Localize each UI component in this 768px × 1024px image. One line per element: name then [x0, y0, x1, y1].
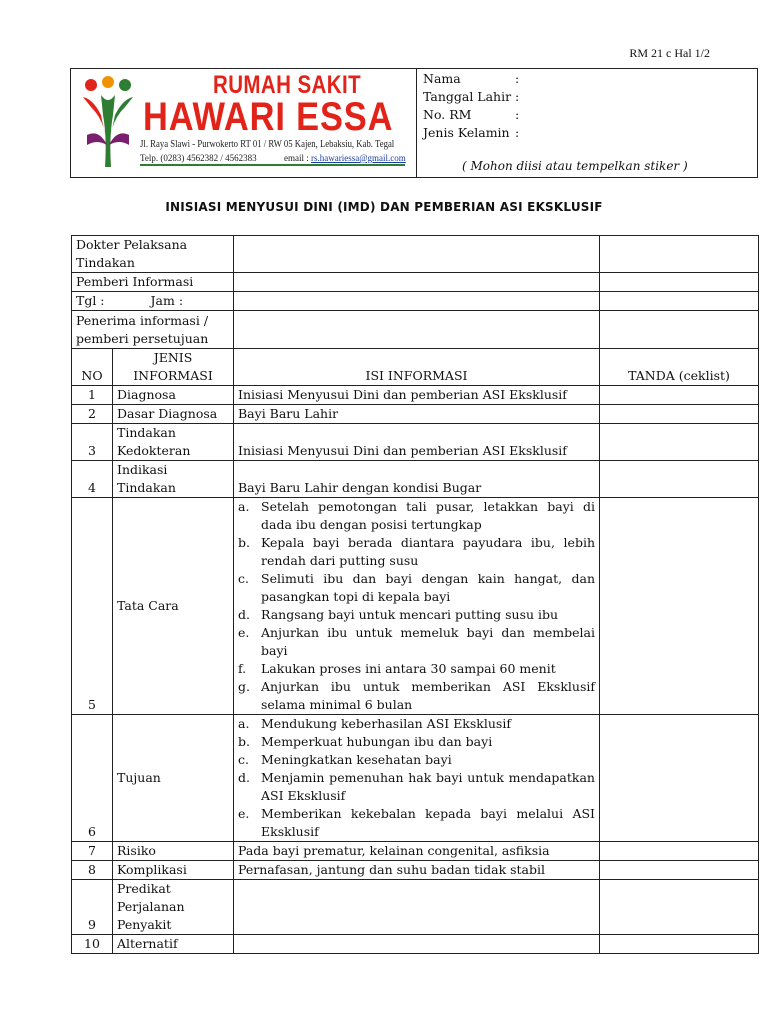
row-type: Komplikasi: [113, 861, 234, 880]
row-content[interactable]: [234, 935, 600, 954]
row-type: Tata Cara: [113, 498, 234, 715]
row-content: [234, 498, 600, 715]
date-time-label: [72, 292, 234, 311]
header-no: NO: [72, 349, 113, 386]
procedure-list: [238, 498, 595, 714]
row-type: Dasar Diagnosa: [113, 405, 234, 424]
header-type: JENIS INFORMASI: [113, 349, 234, 386]
hospital-logo-icon: [79, 75, 137, 170]
table-row: [72, 715, 759, 842]
hospital-logo-block: [71, 69, 417, 177]
row-number: 9: [72, 880, 113, 935]
field-label: No. RM: [423, 107, 472, 122]
logo-underline: [140, 164, 405, 166]
list-item: c. Meningkatkan kesehatan bayi: [238, 752, 452, 767]
row-content: [234, 715, 600, 842]
patient-field-no-rm[interactable]: [423, 107, 519, 122]
list-item: g. Anjurkan ibu untuk memberikan ASI Eksklusif selama minimal 6 bulan: [238, 679, 595, 712]
date-time-mark[interactable]: [600, 292, 759, 311]
recipient-input[interactable]: [234, 311, 600, 349]
row-checkbox[interactable]: [600, 842, 759, 861]
doctor-row: [72, 236, 759, 273]
table-row: [72, 498, 759, 715]
row-checkbox[interactable]: [600, 498, 759, 715]
row-number: 7: [72, 842, 113, 861]
row-content: Pernafasan, jantung dan suhu badan tidak stabil: [234, 861, 600, 880]
row-number: 4: [72, 461, 113, 498]
table-row: [72, 461, 759, 498]
date-time-input[interactable]: [234, 292, 600, 311]
field-sep: :: [515, 71, 520, 86]
patient-identity-block: [417, 69, 757, 177]
row-number: 6: [72, 715, 113, 842]
row-checkbox[interactable]: [600, 880, 759, 935]
row-checkbox[interactable]: [600, 461, 759, 498]
patient-field-tanggal-lahir[interactable]: [423, 89, 519, 104]
row-type: Tindakan Kedokteran: [113, 424, 234, 461]
row-content: Bayi Baru Lahir dengan kondisi Bugar: [234, 461, 600, 498]
informer-row: [72, 273, 759, 292]
table-row: [72, 405, 759, 424]
row-checkbox[interactable]: [600, 935, 759, 954]
list-item: e. Anjurkan ibu untuk memeluk bayi dan membelai bayi: [238, 625, 595, 658]
doctor-label: Dokter Pelaksana Tindakan: [72, 236, 234, 273]
list-item: a. Mendukung keberhasilan ASI Eksklusif: [238, 716, 511, 731]
field-label: Tanggal Lahir: [423, 89, 512, 104]
informer-label: Pemberi Informasi: [72, 273, 234, 292]
table-header-row: [72, 349, 759, 386]
informer-mark[interactable]: [600, 273, 759, 292]
field-label: Jenis Kelamin: [423, 125, 510, 140]
row-content: Inisiasi Menyusui Dini dan pemberian ASI Eksklusif: [234, 386, 600, 405]
row-number: 1: [72, 386, 113, 405]
table-row: [72, 861, 759, 880]
date-label: Tgl :: [76, 293, 105, 308]
row-number: 5: [72, 498, 113, 715]
field-sep: :: [515, 107, 520, 122]
email-link[interactable]: rs.hawariessa@gmail.com: [311, 153, 406, 163]
hospital-email: [284, 153, 406, 163]
row-number: 3: [72, 424, 113, 461]
row-content[interactable]: [234, 880, 600, 935]
hospital-address: Jl. Raya Slawi - Purwokerto RT 01 / RW 05 Kajen, Lebaksiu, Kab. Tegal: [140, 139, 395, 150]
row-type: Predikat Perjalanan Penyakit: [113, 880, 234, 935]
form-code: RM 21 c Hal 1/2: [629, 46, 710, 60]
row-checkbox[interactable]: [600, 715, 759, 842]
field-sep: :: [515, 125, 520, 140]
table-row: [72, 386, 759, 405]
patient-field-jenis-kelamin[interactable]: [423, 125, 519, 140]
list-item: d. Menjamin pemenuhan hak bayi untuk mendapatkan ASI Eksklusif: [238, 770, 595, 803]
patient-field-nama[interactable]: [423, 71, 519, 86]
row-type: Alternatif: [113, 935, 234, 954]
table-row: [72, 880, 759, 935]
list-item: b. Memperkuat hubungan ibu dan bayi: [238, 734, 493, 749]
document-header: [70, 68, 758, 178]
row-content: Bayi Baru Lahir: [234, 405, 600, 424]
email-label: email :: [284, 153, 309, 163]
hospital-name-line1: RUMAH SAKIT: [213, 71, 362, 99]
informer-input[interactable]: [234, 273, 600, 292]
header-content: ISI INFORMASI: [234, 349, 600, 386]
list-item: b. Kepala bayi berada diantara payudara ibu, lebih rendah dari putting susu: [238, 535, 595, 568]
recipient-mark[interactable]: [600, 311, 759, 349]
hospital-phone: Telp. (0283) 4562382 / 4562383: [140, 153, 257, 163]
row-checkbox[interactable]: [600, 424, 759, 461]
purpose-list: [238, 715, 595, 841]
document-title: INISIASI MENYUSUI DINI (IMD) DAN PEMBERIAN ASI EKSKLUSIF: [165, 200, 603, 214]
row-type: Tujuan: [113, 715, 234, 842]
row-type: Diagnosa: [113, 386, 234, 405]
time-label: Jam :: [150, 293, 184, 308]
row-content: Inisiasi Menyusui Dini dan pemberian ASI Eksklusif: [234, 424, 600, 461]
row-number: 2: [72, 405, 113, 424]
row-type: Indikasi Tindakan: [113, 461, 234, 498]
list-item: c. Selimuti ibu dan bayi dengan kain hangat, dan pasangkan topi di kepala bayi: [238, 571, 595, 604]
row-number: 10: [72, 935, 113, 954]
row-number: 8: [72, 861, 113, 880]
row-checkbox[interactable]: [600, 386, 759, 405]
sticker-note: ( Mohon diisi atau tempelkan stiker ): [462, 159, 688, 173]
table-row: [72, 842, 759, 861]
doctor-input[interactable]: [234, 236, 600, 273]
row-content: Pada bayi prematur, kelainan congenital, asfiksia: [234, 842, 600, 861]
field-sep: :: [515, 89, 520, 104]
information-table: [71, 235, 759, 954]
table-row: [72, 424, 759, 461]
table-row: [72, 935, 759, 954]
list-item: f. Lakukan proses ini antara 30 sampai 60 menit: [238, 661, 556, 676]
field-label: Nama: [423, 71, 461, 86]
hospital-name-line2: HAWARI ESSA: [143, 95, 394, 139]
list-item: d. Rangsang bayi untuk mencari putting susu ibu: [238, 607, 559, 622]
row-type: Risiko: [113, 842, 234, 861]
recipient-label: Penerima informasi / pemberi persetujuan: [72, 311, 234, 349]
recipient-row: [72, 311, 759, 349]
row-checkbox[interactable]: [600, 405, 759, 424]
doctor-mark[interactable]: [600, 236, 759, 273]
row-checkbox[interactable]: [600, 861, 759, 880]
list-item: a. Setelah pemotongan tali pusar, letakkan bayi di dada ibu dengan posisi tertungkap: [238, 499, 595, 532]
header-mark: TANDA (ceklist): [600, 349, 759, 386]
date-time-row: [72, 292, 759, 311]
list-item: e. Memberikan kekebalan kepada bayi melalui ASI Eksklusif: [238, 806, 595, 839]
